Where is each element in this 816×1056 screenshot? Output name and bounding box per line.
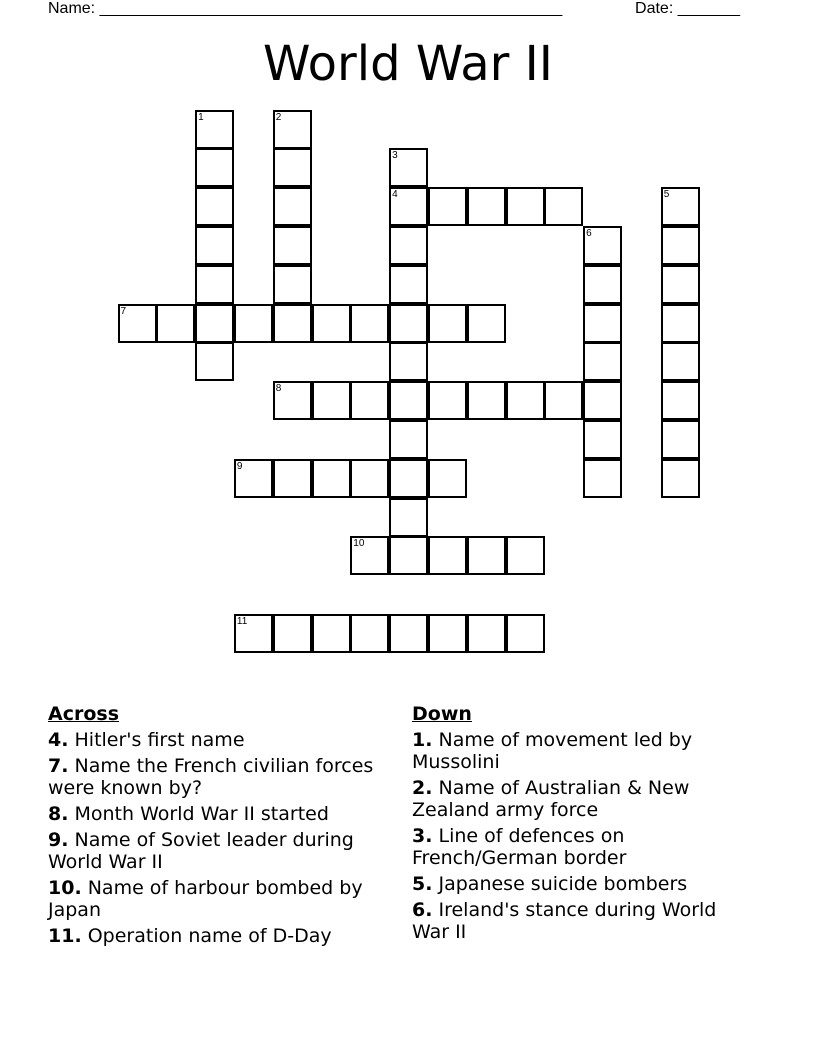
- grid-cell[interactable]: [195, 187, 234, 226]
- grid-cell[interactable]: [273, 459, 312, 498]
- across-clue: [48, 803, 393, 825]
- grid-cell[interactable]: [544, 187, 583, 226]
- grid-cell[interactable]: [661, 187, 700, 226]
- grid-cell[interactable]: [389, 459, 428, 498]
- grid-cell[interactable]: [428, 381, 467, 420]
- grid-cell[interactable]: [661, 381, 700, 420]
- clue-text: Name of harbour bombed by Japan: [48, 877, 363, 921]
- cell-number: 3: [392, 150, 398, 162]
- clue-text: Name of Australian & New Zealand army force: [412, 777, 690, 821]
- grid-cell[interactable]: [467, 381, 506, 420]
- cell-number: 1: [198, 111, 204, 123]
- grid-cell[interactable]: [389, 381, 428, 420]
- cell-number: 8: [275, 383, 282, 395]
- cell-number: 6: [586, 227, 592, 239]
- clue-text: Name of Soviet leader during World War II: [48, 829, 354, 873]
- down-clue: [412, 777, 757, 821]
- down-heading: Down: [412, 703, 472, 725]
- grid-cell[interactable]: [428, 614, 467, 653]
- across-clue: [48, 925, 393, 947]
- grid-cell[interactable]: [467, 536, 506, 575]
- grid-cell[interactable]: [389, 304, 428, 343]
- across-clue: [48, 755, 393, 799]
- grid-cell[interactable]: [583, 226, 622, 265]
- grid-cell[interactable]: [118, 304, 157, 343]
- grid-cell[interactable]: [195, 226, 234, 265]
- grid-cell[interactable]: [312, 459, 351, 498]
- grid-cell[interactable]: [350, 381, 389, 420]
- grid-cell[interactable]: [428, 459, 467, 498]
- grid-cell[interactable]: [583, 381, 622, 420]
- clue-number: 8.: [48, 803, 69, 825]
- grid-cell[interactable]: [389, 148, 428, 187]
- header: [48, 0, 740, 20]
- grid-cell[interactable]: [389, 342, 428, 381]
- down-clues: [412, 703, 757, 947]
- grid-cell[interactable]: [234, 614, 273, 653]
- grid-cell[interactable]: [273, 187, 312, 226]
- across-clues: [48, 703, 393, 951]
- clue-text: Name the French civilian forces were known by?: [48, 755, 374, 799]
- grid-cell[interactable]: [583, 342, 622, 381]
- down-clue: [412, 873, 757, 895]
- cell-number: 7: [120, 305, 127, 317]
- clue-text: Hitler's first name: [74, 729, 245, 751]
- page-title: World War II: [263, 36, 553, 92]
- grid-cell[interactable]: [389, 226, 428, 265]
- grid-cell[interactable]: [506, 381, 545, 420]
- grid-cell[interactable]: [467, 614, 506, 653]
- name-field[interactable]: Name: ____________________________________________________: [48, 0, 563, 17]
- grid-cell[interactable]: [661, 304, 700, 343]
- grid-cell[interactable]: [661, 226, 700, 265]
- cell-number: 5: [663, 189, 670, 201]
- clue-text: Operation name of D-Day: [87, 925, 332, 947]
- grid-cell[interactable]: [350, 614, 389, 653]
- down-clue: [412, 899, 757, 943]
- grid-cell[interactable]: [350, 304, 389, 343]
- grid-cell[interactable]: [350, 536, 389, 575]
- clue-number: 1.: [412, 729, 433, 751]
- date-field[interactable]: Date: _______: [635, 0, 740, 17]
- grid-cell[interactable]: [428, 187, 467, 226]
- grid-cell[interactable]: [428, 536, 467, 575]
- cell-number: 11: [236, 615, 248, 627]
- across-clue: [48, 877, 393, 921]
- grid-cell[interactable]: [389, 420, 428, 459]
- grid-cell[interactable]: [389, 536, 428, 575]
- across-heading: Across: [48, 703, 120, 725]
- clue-number: 10.: [48, 877, 82, 899]
- grid-cell[interactable]: [583, 304, 622, 343]
- down-clue: [412, 825, 757, 869]
- grid-cell[interactable]: [389, 614, 428, 653]
- grid-cell[interactable]: [273, 304, 312, 343]
- grid-cell[interactable]: [661, 265, 700, 304]
- cell-number: 4: [392, 189, 398, 201]
- grid-cell[interactable]: [506, 536, 545, 575]
- grid-cell[interactable]: [467, 187, 506, 226]
- grid-cell[interactable]: [583, 420, 622, 459]
- clue-number: 9.: [48, 829, 69, 851]
- clue-text: Ireland's stance during World War II: [412, 899, 717, 943]
- grid-cell[interactable]: [312, 614, 351, 653]
- grid-cell[interactable]: [234, 304, 273, 343]
- clue-text: Name of movement led by Mussolini: [412, 729, 693, 773]
- grid-cell[interactable]: [234, 459, 273, 498]
- grid-cell[interactable]: [661, 342, 700, 381]
- grid-cell[interactable]: [428, 304, 467, 343]
- grid-cell[interactable]: [195, 342, 234, 381]
- grid-cell[interactable]: [661, 420, 700, 459]
- across-clue: [48, 729, 393, 751]
- grid-cell[interactable]: [467, 304, 506, 343]
- clue-number: 4.: [48, 729, 69, 751]
- clue-number: 7.: [48, 755, 69, 777]
- cell-number: 2: [275, 111, 282, 123]
- clue-number: 5.: [412, 873, 433, 895]
- grid-cell[interactable]: [156, 304, 195, 343]
- clue-text: Line of defences on French/German border: [412, 825, 627, 869]
- clue-number: 2.: [412, 777, 433, 799]
- grid-cell[interactable]: [312, 304, 351, 343]
- grid-cell[interactable]: [273, 614, 312, 653]
- grid-cell[interactable]: [661, 459, 700, 498]
- grid-cell[interactable]: [273, 381, 312, 420]
- clue-text: Japanese suicide bombers: [438, 873, 688, 895]
- grid-cell[interactable]: [273, 226, 312, 265]
- cell-number: 9: [236, 460, 243, 472]
- down-clue: [412, 729, 757, 773]
- across-clue: [48, 829, 393, 873]
- grid-cell[interactable]: [195, 265, 234, 304]
- clue-number: 6.: [412, 899, 433, 921]
- grid-cell[interactable]: [195, 304, 234, 343]
- grid-cell[interactable]: [273, 110, 312, 149]
- grid-cell[interactable]: [583, 265, 622, 304]
- clue-number: 3.: [412, 825, 433, 847]
- grid-cell[interactable]: [389, 265, 428, 304]
- grid-cell[interactable]: [389, 498, 428, 537]
- grid-cell[interactable]: [583, 459, 622, 498]
- clue-text: Month World War II started: [74, 803, 329, 825]
- grid-cell[interactable]: [312, 381, 351, 420]
- grid-cell[interactable]: [273, 265, 312, 304]
- grid-cell[interactable]: [506, 614, 545, 653]
- grid-cell[interactable]: [506, 187, 545, 226]
- grid-cell[interactable]: [389, 187, 428, 226]
- grid-cell[interactable]: [273, 148, 312, 187]
- grid-cell[interactable]: [350, 459, 389, 498]
- grid-cell[interactable]: [195, 148, 234, 187]
- grid-cell[interactable]: [544, 381, 583, 420]
- grid-cell[interactable]: [195, 110, 234, 149]
- clue-number: 11.: [48, 925, 82, 947]
- cell-number: 10: [353, 538, 365, 550]
